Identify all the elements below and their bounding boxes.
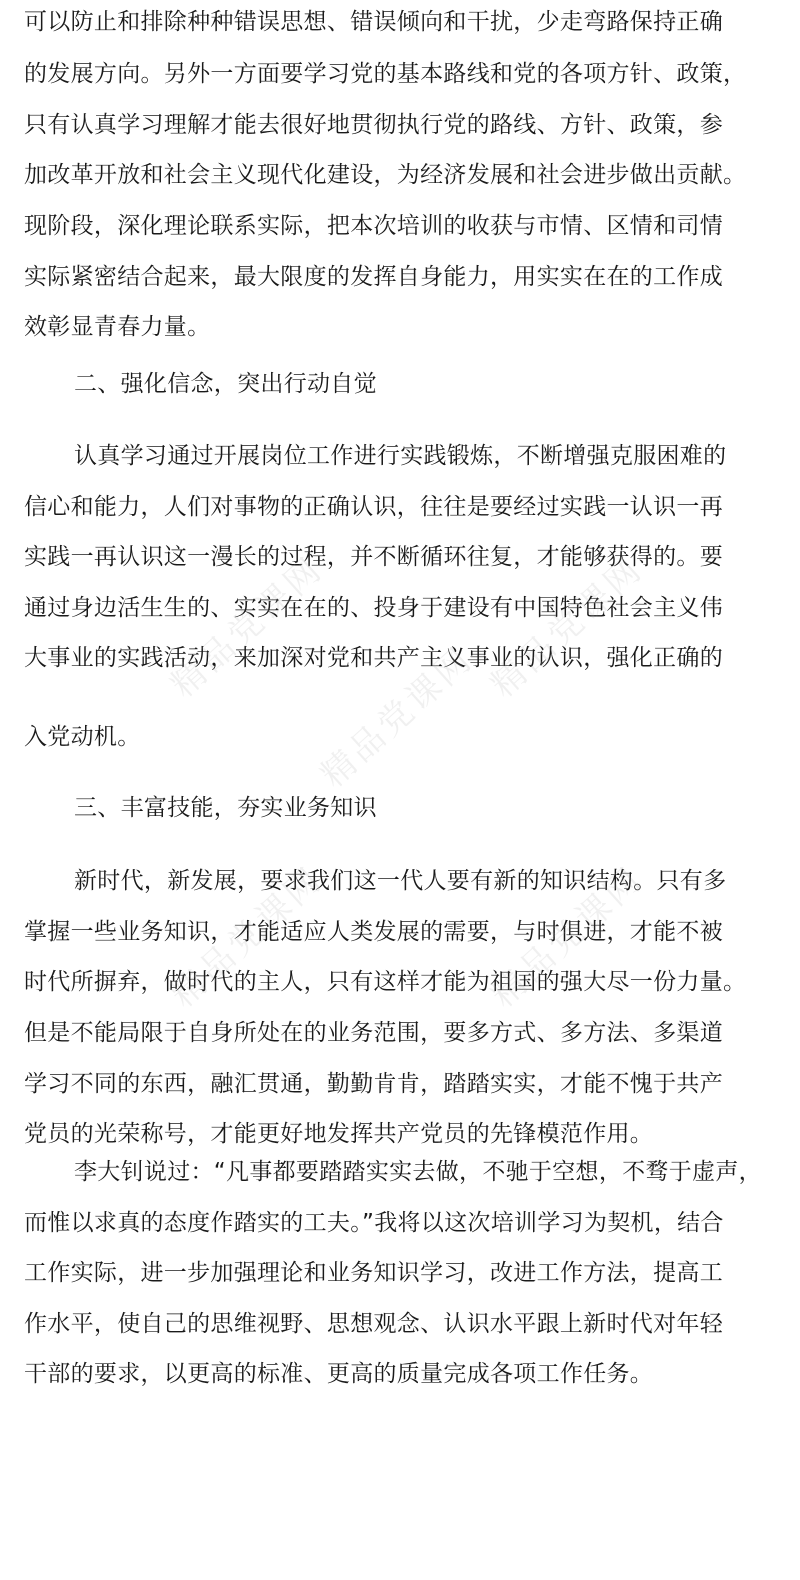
text-line: 干部的要求，以更高的标准、更高的质量完成各项工作任务。 (24, 1361, 654, 1387)
text-line: 而惟以求真的态度作踏实的工夫。”我将以这次培训学习为契机，结合 (24, 1210, 724, 1236)
text-line: 掌握一些业务知识，才能适应人类发展的需要，与时俱进，才能不被 (24, 919, 723, 945)
text-line: 效彰显青春力量。 (24, 314, 211, 340)
text-line: 通过身边活生生的、实实在在的、投身于建设有中国特色社会主义伟 (24, 595, 723, 621)
text-line: 入党动机。 (24, 724, 141, 750)
text-line: 加改革开放和社会主义现代化建设，为经济发展和社会进步做出贡献。 (24, 162, 747, 188)
text-line: 时代所摒弃，做时代的主人，只有这样才能为祖国的强大尽一份力量。 (24, 969, 747, 995)
watermark: 精品党课网 (483, 548, 652, 706)
text-line: 现阶段，深化理论联系实际，把本次培训的收获与市情、区情和司情 (24, 213, 723, 239)
text-line: 学习不同的东西，融汇贯通，勤勤肯肯，踏踏实实，才能不愧于共产 (24, 1071, 723, 1097)
paragraph-first-line: 新时代，新发展，要求我们这一代人要有新的知识结构。只有多 (74, 868, 727, 894)
text-line: 党员的光荣称号，才能更好地发挥共产党员的先锋模范作用。 (24, 1121, 654, 1147)
text-line: 作水平，使自己的思维视野、思想观念、认识水平跟上新时代对年轻 (24, 1311, 723, 1337)
section-heading-3: 三、丰富技能，夯实业务知识 (74, 795, 377, 821)
watermark: 精品党课网 (163, 548, 332, 706)
watermark: 精品党课网 (163, 858, 332, 1016)
text-line: 只有认真学习理解才能去很好地贯彻执行党的路线、方针、政策，参 (24, 112, 723, 138)
section-heading-2: 二、强化信念，突出行动自觉 (74, 371, 377, 397)
text-line: 大事业的实践活动，来加深对党和共产主义事业的认识，强化正确的 (24, 645, 723, 671)
watermark: 精品党课网 (483, 858, 652, 1016)
watermark: 精品党课网 (313, 638, 482, 796)
text-line: 实际紧密结合起来，最大限度的发挥自身能力，用实实在在的工作成 (24, 264, 723, 290)
text-line: 的发展方向。另外一方面要学习党的基本路线和党的各项方针、政策， (24, 61, 747, 87)
text-line: 但是不能局限于自身所处在的业务范围，要多方式、多方法、多渠道 (24, 1020, 723, 1046)
text-line: 实践一再认识这一漫长的过程，并不断循环往复，才能够获得的。要 (24, 544, 723, 570)
paragraph-first-line: 认真学习通过开展岗位工作进行实践锻炼，不断增强克服困难的 (74, 443, 727, 469)
text-line: 工作实际，进一步加强理论和业务知识学习，改进工作方法，提高工 (24, 1260, 723, 1286)
paragraph-first-line: 李大钊说过：“凡事都要踏踏实实去做，不驰于空想，不骛于虚声， (74, 1159, 762, 1185)
text-line: 信心和能力，人们对事物的正确认识，往往是要经过实践一认识一再 (24, 494, 723, 520)
text-line: 可以防止和排除种种错误思想、错误倾向和干扰，少走弯路保持正确 (24, 9, 723, 35)
